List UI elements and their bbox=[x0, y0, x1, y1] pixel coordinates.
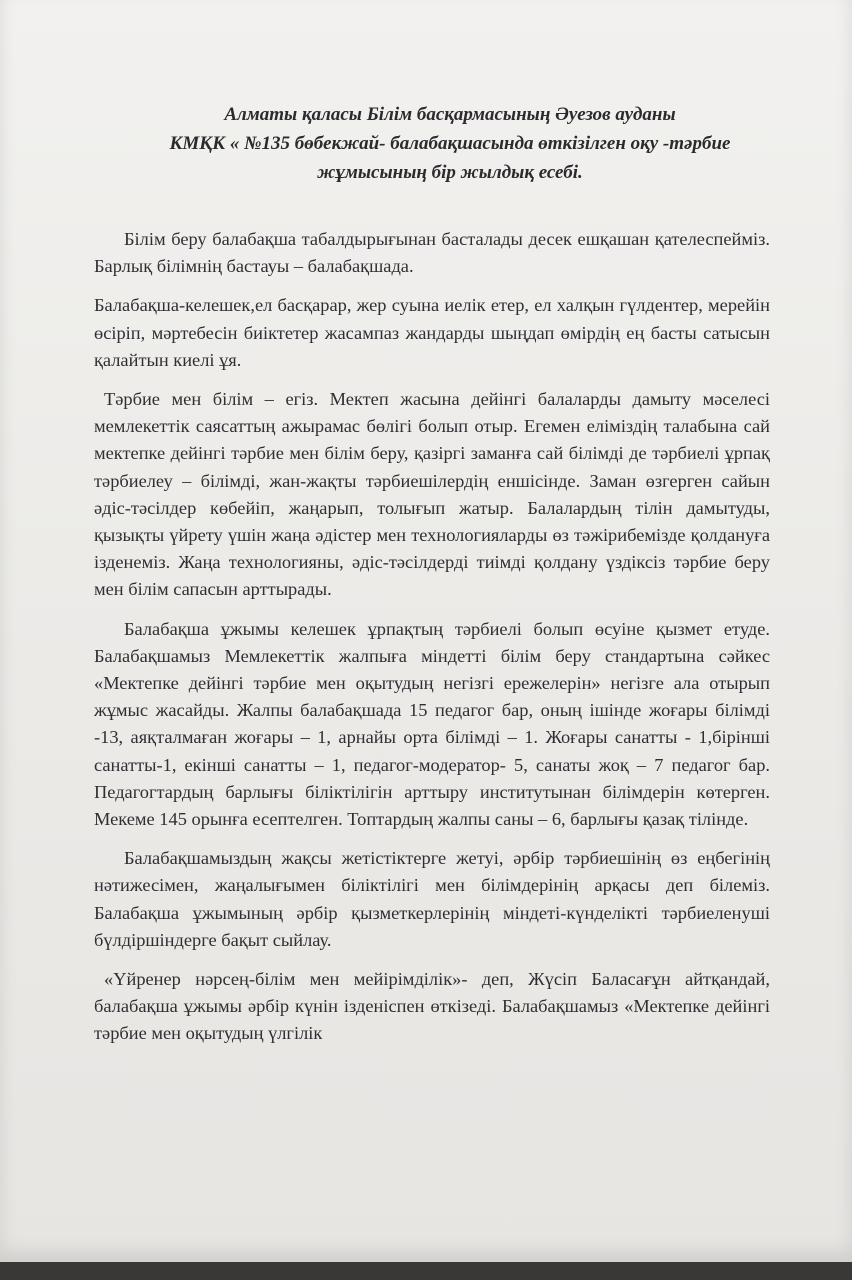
paragraph-6: «Үйренер нәрсең-білім мен мейірімділік»- деп, Жүсіп Баласағұн айтқандай, балабақша ұжымы әрбір күнін ізденіспен өткізеді. Балабақшамыз «Мектепке дейінгі тәрбие мен оқытудың үлгілік bbox=[94, 969, 770, 1044]
paragraph-5: Балабақшамыздың жақсы жетістіктерге жетуі, әрбір тәрбиешінің өз еңбегінің нәтижесімен, жаңалығымен біліктілігі мен білімдерінің арқасы деп білеміз. Балабақша ұжымының әрбір қызметкерлерінің міндеті-күнделікті тәрбиеленуші бүлдіршіндерге бақыт сыйлау. bbox=[94, 848, 770, 950]
paragraph-1: Білім беру балабақша табалдырығынан басталады десек ешқашан қателеспейміз. Барлық білімнің бастауы – балабақшада. bbox=[94, 229, 770, 277]
document-heading bbox=[100, 100, 800, 187]
paragraph-2: Балабақша-келешек,ел басқарар, жер суына иелік етер, ел халқын гүлдентер, мерейін өсіріп, мәртебесін биіктетер жасампаз жандарды шыңдап өмірдің ең басты сатысын қалайтын киелі ұя. bbox=[94, 295, 770, 370]
heading-line-3: жұмысының бір жылдық есебі. bbox=[317, 162, 583, 183]
paragraph-3: Тәрбие мен білім – егіз. Мектеп жасына дейінгі балаларды дамыту мәселесі мемлекеттік саясаттың ажырамас бөлігі болып отыр. Егемен еліміздің талабына сай мектепке дейінгі тәрбие мен білім беру, қазіргі заманға сай білімді де тәрбиелі ұрпақ тәрбиелеу – білімді, жан-жақты тәрбиешілердің еншісінде. Заман өзгерген сайын әдіс-тәсілдер көбейіп, жаңарып, толығып жатыр. Балалардың тілін дамытуды, қызықты үйрету үшін жаңа әдістер мен технологияларды өз тәжірибемізде қолдануға ізденеміз. Жаңа технологияны, әдіс-тәсілдерді тиімді қолдану үздіксіз тәрбие беру мен білім сапасын арттырады. bbox=[94, 389, 770, 600]
document-body bbox=[94, 226, 770, 1060]
paragraph-4: Балабақша ұжымы келешек ұрпақтың тәрбиелі болып өсуіне қызмет етуде. Балабақшамыз Мемлекеттік жалпыға міндетті білім беру стандартына сәйкес «Мектепке дейінгі тәрбие мен оқытудың негізгі ережелерін» негізге ала отырып жұмыс жасайды. Жалпы балабақшада 15 педагог бар, оның ішінде жоғары білімді -13, аяқталмаған жоғары – 1, арнайы орта білімді – 1. Жоғары санатты - 1,бірінші санатты-1, екінші санатты – 1, педагог-модератор- 5, санаты жоқ – 7 педагог бар. Педагогтардың барлығы біліктілігін арттыру институтынан білімдерін көтерген. Мекеме 145 орынға есептелген. Топтардың жалпы саны – 6, барлығы қазақ тілінде. bbox=[94, 618, 770, 830]
heading-line-1: Алматы қаласы Білім басқармасының Әуезов ауданы bbox=[224, 104, 676, 125]
heading-line-2: КМҚК « №135 бөбекжай- балабақшасында өткізілген оқу -тәрбие bbox=[169, 133, 731, 154]
